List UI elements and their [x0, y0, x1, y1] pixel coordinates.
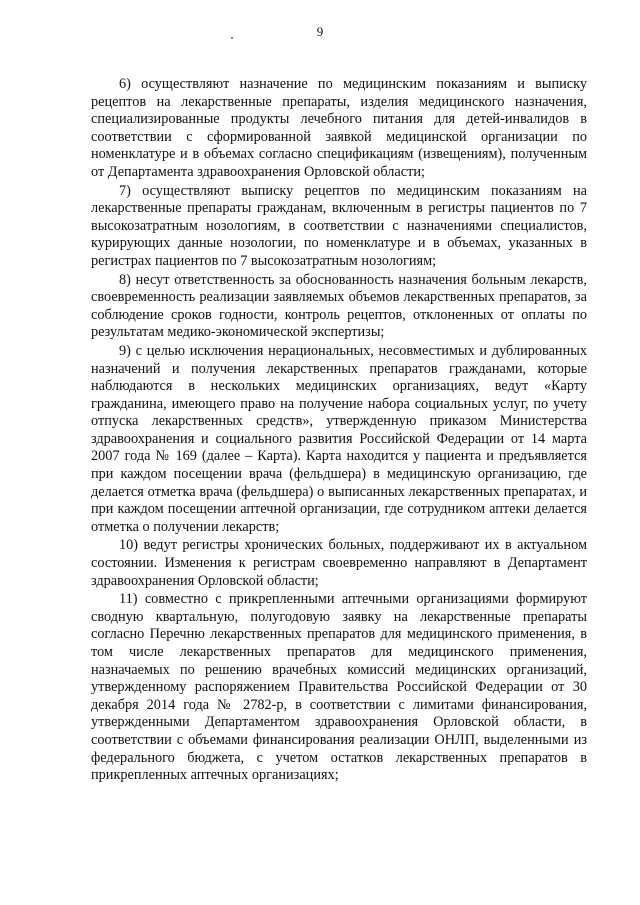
paragraph-6: 6) осуществляют назначение по медицинским показаниям и выписку рецептов на лекарственные препараты, изделия медицинского назначения, специализированные продукты лечебного питания для детей-инвалидов в соответствии с сформированной заявкой медицинской организации по номенклатуре и в объемах согласно спецификациям (извещениям), полученным от Департамента здравоохранения Орловской области; — [91, 76, 587, 180]
paragraph-9: 9) с целью исключения нерациональных, несовместимых и дублированных назначений и получения лекарственных препаратов гражданами, которые наблюдаются в нескольких медицинских организациях, ведут «Карту гражданина, имеющего право на получение набора социальных услуг, по учету отпуска лекарственных средств», утвержденную приказом Министерства здравоохранения и социального развития Российской Федерации от 14 марта 2007 года № 169 (далее – Карта). Карта находится у пациента и предъявляется при каждом посещении врача (фельдшера) в медицинскую организацию, где делается отметка врача (фельдшера) о выписанных лекарственных препаратах, и при каждом посещении аптечной организации, где сотрудником аптеки делается отметка о получении лекарств; — [91, 342, 587, 535]
page-number: 9 — [316, 24, 324, 39]
scan-speck — [231, 37, 233, 39]
paragraph-10: 10) ведут регистры хронических больных, поддерживают их в актуальном состоянии. Изменения к регистрам своевременно направляют в Департамент здравоохранения Орловской области; — [91, 537, 587, 589]
paragraph-8: 8) несут ответственность за обоснованность назначения больным лекарств, своевременность реализации заявляемых объемов лекарственных препаратов, за соблюдение сроков годности, контроль рецептов, отклоненных от оплаты по результатам медико-экономической экспертизы; — [91, 271, 587, 341]
document-body — [91, 76, 587, 786]
paragraph-11: 11) совместно с прикрепленными аптечными организациями формируют сводную квартальную, полугодовую заявку на лекарственные препараты согласно Перечню лекарственных препаратов для медицинского применения, в том числе лекарственных препаратов для медицинского применения, назначаемых по решению врачебных комиссий медицинских организаций, утвержденному распоряжением Правительства Российской Федерации от 30 декабря 2014 года № 2782-р, в соответствии с лимитами финансирования, утвержденными Департаментом здравоохранения Орловской области, в соответствии с объемами финансирования реализации ОНЛП, выделенными из федерального бюджета, с учетом остатков лекарственных препаратов в прикрепленных аптечных организациях; — [91, 591, 587, 784]
paragraph-7: 7) осуществляют выписку рецептов по медицинским показаниям на лекарственные препараты гражданам, включенным в регистры пациентов по 7 высокозатратным нозологиям, в соответствии с назначениями специалистов, курирующих данные нозологии, по номенклатуре и в объемах, указанных в регистрах пациентов по 7 высокозатратным нозологиям; — [91, 182, 587, 269]
